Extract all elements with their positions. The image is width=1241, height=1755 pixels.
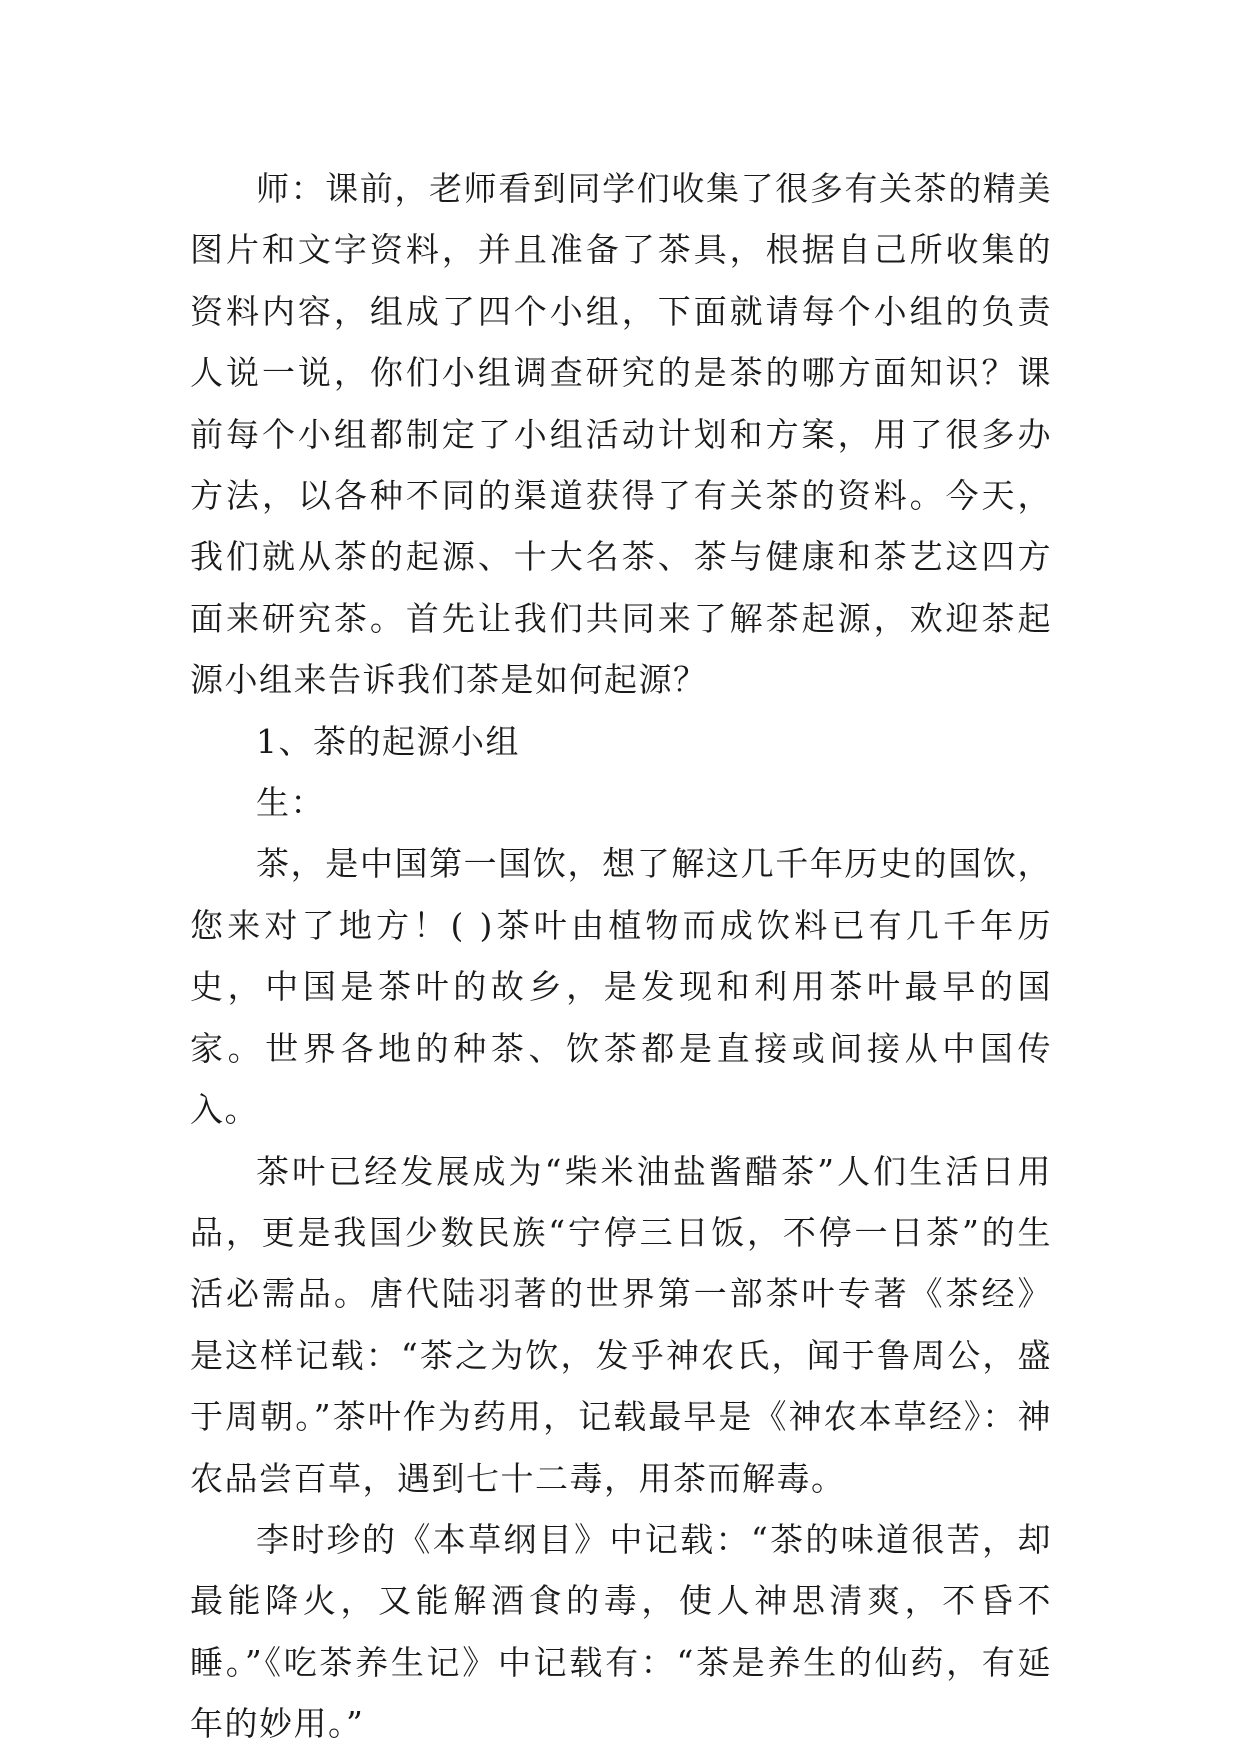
speaker-label-student: 生：	[256, 783, 325, 823]
paragraph-tea-daily-necessity: 茶叶已经发展成为“柴米油盐酱醋茶”人们生活日用品，更是我国少数民族“宁停三日饭，不停一日茶”的生活必需品。唐代陆羽著的世界第一部茶叶专著《茶经》是这样记载：“茶之为饮，发乎神农氏，闻于鲁周公，盛于周朝。”茶叶作为药用，记载最早是《神农本草经》：神农品尝百草，遇到七十二毒，用茶而解毒。	[190, 1151, 1052, 1498]
paragraph-compendium-materia-medica: 李时珍的《本草纲目》中记载：“茶的味道很苦，却最能降火，又能解酒食的毒，使人神思清爽，不昏不睡。”《吃茶养生记》中记载有：“茶是养生的仙药，有延年的妙用。”	[190, 1519, 1052, 1744]
section-heading-tea-origin: 1、茶的起源小组	[256, 721, 520, 761]
document-body	[190, 158, 1052, 1755]
paragraph-teacher-intro: 师：课前，老师看到同学们收集了很多有关茶的精美图片和文字资料，并且准备了茶具，根据自己所收集的资料内容，组成了四个小组，下面就请每个小组的负责人说一说，你们小组调查研究的是茶的哪方面知识？课前每个小组都制定了小组活动计划和方案，用了很多办方法，以各种不同的渠道获得了有关茶的资料。今天，我们就从茶的起源、十大名茶、茶与健康和茶艺这四方面来研究茶。首先让我们共同来了解茶起源，欢迎茶起源小组来告诉我们茶是如何起源？	[190, 169, 1052, 700]
paragraph-tea-national-drink: 茶，是中国第一国饮，想了解这几千年历史的国饮，您来对了地方！( )茶叶由植物而成饮料已有几千年历史，中国是茶叶的故乡，是发现和利用茶叶最早的国家。世界各地的种茶、饮茶都是直接或间接从中国传入。	[190, 844, 1052, 1130]
